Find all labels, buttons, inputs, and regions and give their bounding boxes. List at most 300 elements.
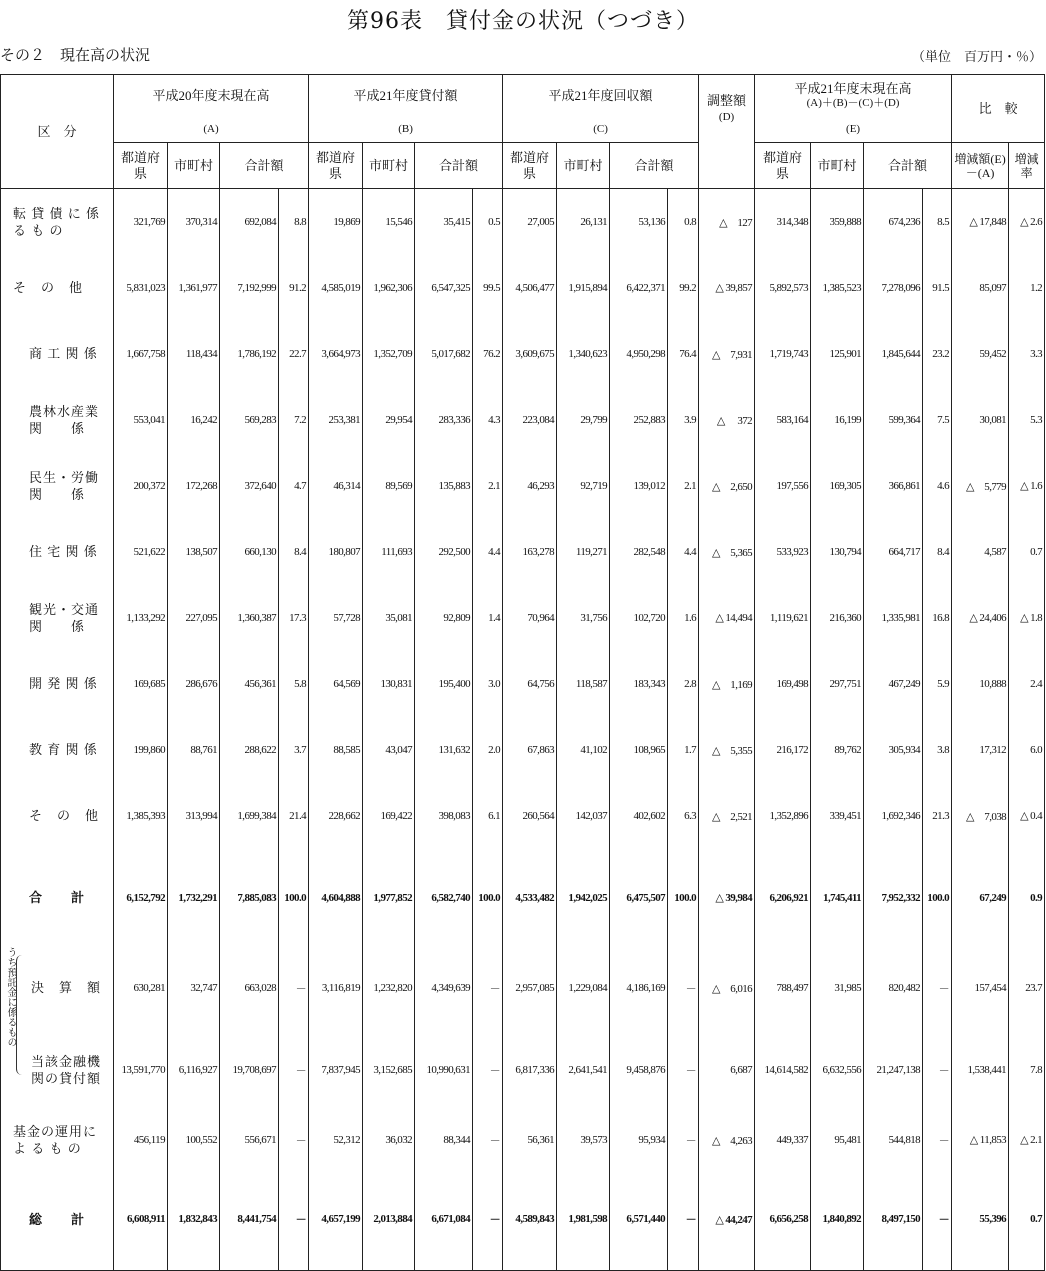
table-cell: 19,869: [309, 189, 363, 255]
table-cell: 16,199: [811, 387, 864, 453]
table-cell: 2,013,884: [363, 1169, 415, 1271]
table-cell: 4,587: [952, 519, 1009, 585]
table-cell: 8,497,150: [864, 1169, 923, 1271]
row-label: 総 計: [1, 1169, 114, 1271]
table-cell: 6,571,440: [610, 1169, 668, 1271]
table-cell: 1,133,292: [114, 585, 168, 651]
header-code-c: (C): [503, 117, 699, 143]
table-cell: 23.7: [1009, 947, 1045, 1029]
table-cell: 4.6: [923, 453, 952, 519]
table-cell: 788,497: [755, 947, 811, 1029]
table-cell: 43,047: [363, 717, 415, 783]
table-cell: 31,756: [557, 585, 610, 651]
table-cell: 6,817,336: [503, 1029, 557, 1111]
table-cell: －: [473, 1111, 503, 1169]
table-cell: 366,861: [864, 453, 923, 519]
table-cell: 663,028: [220, 947, 279, 1029]
table-cell: 14,614,582: [755, 1029, 811, 1111]
table-cell: －: [279, 1029, 309, 1111]
table-cell: 195,400: [415, 651, 473, 717]
table-cell: 7,885,083: [220, 849, 279, 947]
table-cell: －: [473, 1169, 503, 1271]
table-cell: 3.3: [1009, 321, 1045, 387]
table-cell: 1,732,291: [168, 849, 220, 947]
table-cell: 5,831,023: [114, 255, 168, 321]
table-cell: 556,671: [220, 1111, 279, 1169]
header-adjustment-code: (D): [718, 110, 735, 123]
table-cell: 157,454: [952, 947, 1009, 1029]
table-cell: 1,232,820: [363, 947, 415, 1029]
table-cell: －: [668, 1111, 699, 1169]
table-cell: △ 127: [699, 189, 755, 255]
table-cell: 820,482: [864, 947, 923, 1029]
table-cell: 4,585,019: [309, 255, 363, 321]
row-label: 農林水産業 関 係: [1, 387, 114, 453]
header-pref-b: 都道府県: [309, 143, 363, 189]
table-cell: 2.0: [473, 717, 503, 783]
table-cell: 314,348: [755, 189, 811, 255]
table-cell: 370,314: [168, 189, 220, 255]
header-balance-h21-formula: (A)＋(B)－(C)＋(D): [806, 97, 900, 110]
table-cell: 91.5: [923, 255, 952, 321]
table-cell: 100.0: [923, 849, 952, 947]
table-cell: 521,622: [114, 519, 168, 585]
header-code-a: (A): [114, 117, 309, 143]
table-cell: 85,097: [952, 255, 1009, 321]
table-cell: 0.9: [1009, 849, 1045, 947]
table-cell: 398,083: [415, 783, 473, 849]
table-cell: 359,888: [811, 189, 864, 255]
table-cell: 172,268: [168, 453, 220, 519]
table-cell: 31,985: [811, 947, 864, 1029]
table-cell: △ 0.4: [1009, 783, 1045, 849]
table-cell: △ 5,355: [699, 717, 755, 783]
table-cell: 297,751: [811, 651, 864, 717]
table-cell: 6,206,921: [755, 849, 811, 947]
table-cell: 8.5: [923, 189, 952, 255]
table-row: [1, 1111, 1045, 1169]
table-cell: 2.8: [668, 651, 699, 717]
table-cell: 88,344: [415, 1111, 473, 1169]
table-cell: 282,548: [610, 519, 668, 585]
table-cell: 125,901: [811, 321, 864, 387]
table-cell: 118,434: [168, 321, 220, 387]
table-cell: 7.5: [923, 387, 952, 453]
table-cell: 1,962,306: [363, 255, 415, 321]
table-cell: 1,840,892: [811, 1169, 864, 1271]
row-label: そ の 他: [1, 783, 114, 849]
table-cell: 6,475,507: [610, 849, 668, 947]
table-cell: 313,994: [168, 783, 220, 849]
header-pref-c: 都道府県: [503, 143, 557, 189]
table-cell: 6,671,084: [415, 1169, 473, 1271]
table-cell: 660,130: [220, 519, 279, 585]
table-cell: －: [279, 1111, 309, 1169]
table-cell: 4,506,477: [503, 255, 557, 321]
table-cell: 39,573: [557, 1111, 610, 1169]
table-row: [1, 849, 1045, 947]
table-cell: 9,458,876: [610, 1029, 668, 1111]
table-cell: 119,271: [557, 519, 610, 585]
table-cell: 7,192,999: [220, 255, 279, 321]
table-cell: △ 2.1: [1009, 1111, 1045, 1169]
table-cell: 8.4: [279, 519, 309, 585]
table-cell: 21,247,138: [864, 1029, 923, 1111]
table-cell: 64,756: [503, 651, 557, 717]
table-cell: 108,965: [610, 717, 668, 783]
table-cell: 6,687: [699, 1029, 755, 1111]
table-cell: 130,831: [363, 651, 415, 717]
table-cell: △ 7,931: [699, 321, 755, 387]
table-cell: 1,119,621: [755, 585, 811, 651]
table-cell: 4,657,199: [309, 1169, 363, 1271]
table-cell: 3.9: [668, 387, 699, 453]
table-cell: 4,950,298: [610, 321, 668, 387]
table-cell: 30,081: [952, 387, 1009, 453]
table-row: [1, 321, 1045, 387]
table-cell: 533,923: [755, 519, 811, 585]
table-body: [1, 189, 1045, 1271]
table-cell: △ 24,406: [952, 585, 1009, 651]
table-row: [1, 783, 1045, 849]
table-cell: 15,546: [363, 189, 415, 255]
table-cell: △ 39,984: [699, 849, 755, 947]
table-cell: 283,336: [415, 387, 473, 453]
header-code-b: (B): [309, 117, 503, 143]
table-row: [1, 717, 1045, 783]
table-cell: 4,533,482: [503, 849, 557, 947]
table-cell: 1.6: [668, 585, 699, 651]
table-cell: －: [923, 947, 952, 1029]
table-cell: 8.4: [923, 519, 952, 585]
table-row: [1, 453, 1045, 519]
table-cell: 89,569: [363, 453, 415, 519]
table-cell: 52,312: [309, 1111, 363, 1169]
table-cell: 180,807: [309, 519, 363, 585]
table-cell: 16.8: [923, 585, 952, 651]
table-cell: 169,305: [811, 453, 864, 519]
table-cell: 100,552: [168, 1111, 220, 1169]
table-cell: 4,604,888: [309, 849, 363, 947]
table-cell: 183,343: [610, 651, 668, 717]
table-cell: －: [473, 947, 503, 1029]
table-cell: 3,664,973: [309, 321, 363, 387]
table-cell: 10,990,631: [415, 1029, 473, 1111]
table-cell: 6,656,258: [755, 1169, 811, 1271]
table-cell: 95,934: [610, 1111, 668, 1169]
table-cell: 46,293: [503, 453, 557, 519]
table-cell: －: [923, 1029, 952, 1111]
table-cell: △ 372: [699, 387, 755, 453]
table-cell: 4,349,639: [415, 947, 473, 1029]
table-cell: 4.7: [279, 453, 309, 519]
table-cell: 17.3: [279, 585, 309, 651]
table-cell: 6,632,556: [811, 1029, 864, 1111]
header-kubun: 区 分: [1, 75, 114, 189]
header-muni-a: 市町村: [168, 143, 220, 189]
table-row: [1, 947, 1045, 1029]
header-muni-c: 市町村: [557, 143, 610, 189]
side-note-deposit: うち預託金に係るもの: [5, 947, 16, 1047]
table-cell: 339,451: [811, 783, 864, 849]
table-cell: △ 4,263: [699, 1111, 755, 1169]
table-cell: 59,452: [952, 321, 1009, 387]
header-balance-h20: 平成20年度末現在高: [114, 75, 309, 117]
table-cell: 1,915,894: [557, 255, 610, 321]
table-cell: 35,081: [363, 585, 415, 651]
table-cell: 227,095: [168, 585, 220, 651]
table-cell: 3.7: [279, 717, 309, 783]
table-cell: 169,498: [755, 651, 811, 717]
table-cell: △ 44,247: [699, 1169, 755, 1271]
table-cell: 53,136: [610, 189, 668, 255]
table-cell: 6.3: [668, 783, 699, 849]
table-cell: △ 5,365: [699, 519, 755, 585]
header-adjustment: [699, 75, 755, 143]
table-cell: 630,281: [114, 947, 168, 1029]
table-row: [1, 255, 1045, 321]
row-label: 転 貸 債 に 係 る も の: [1, 189, 114, 255]
table-cell: 2.1: [668, 453, 699, 519]
table-cell: 17,312: [952, 717, 1009, 783]
table-cell: 228,662: [309, 783, 363, 849]
table-cell: 599,364: [864, 387, 923, 453]
table-cell: 253,381: [309, 387, 363, 453]
table-cell: 131,632: [415, 717, 473, 783]
table-cell: 92,809: [415, 585, 473, 651]
table-cell: 56,361: [503, 1111, 557, 1169]
table-cell: 1,385,523: [811, 255, 864, 321]
table-cell: △ 14,494: [699, 585, 755, 651]
table-cell: 142,037: [557, 783, 610, 849]
table-cell: 8.8: [279, 189, 309, 255]
table-cell: 4.4: [668, 519, 699, 585]
table-cell: 1,942,025: [557, 849, 610, 947]
table-cell: 10,888: [952, 651, 1009, 717]
table-cell: －: [668, 1029, 699, 1111]
table-cell: △ 1.6: [1009, 453, 1045, 519]
table-cell: 4,589,843: [503, 1169, 557, 1271]
table-cell: 8,441,754: [220, 1169, 279, 1271]
table-cell: －: [279, 947, 309, 1029]
table-cell: －: [279, 1169, 309, 1271]
table-cell: 100.0: [279, 849, 309, 947]
table-cell: －: [668, 947, 699, 1029]
table-cell: 199,860: [114, 717, 168, 783]
table-cell: 6,152,792: [114, 849, 168, 947]
table-cell: 260,564: [503, 783, 557, 849]
table-cell: 5,017,682: [415, 321, 473, 387]
table-cell: 4.4: [473, 519, 503, 585]
table-cell: 118,587: [557, 651, 610, 717]
table-cell: 0.5: [473, 189, 503, 255]
table-cell: －: [668, 1169, 699, 1271]
table-row: [1, 1169, 1045, 1271]
header-muni-b: 市町村: [363, 143, 415, 189]
table-cell: 1,229,084: [557, 947, 610, 1029]
table-cell: 544,818: [864, 1111, 923, 1169]
table-row: [1, 387, 1045, 453]
table-cell: 0.7: [1009, 1169, 1045, 1271]
table-cell: 1,385,393: [114, 783, 168, 849]
table-cell: 88,585: [309, 717, 363, 783]
table-cell: 1.2: [1009, 255, 1045, 321]
table-cell: 70,964: [503, 585, 557, 651]
unit-note: （単位 百万円・％）: [911, 50, 1042, 65]
header-comparison: 比 較: [952, 75, 1045, 143]
table-cell: 3,609,675: [503, 321, 557, 387]
table-cell: 88,761: [168, 717, 220, 783]
table-cell: 1,692,346: [864, 783, 923, 849]
table-cell: 449,337: [755, 1111, 811, 1169]
header-change-amount: 増減額(E)－(A): [952, 143, 1009, 189]
table-cell: 216,172: [755, 717, 811, 783]
table-cell: 1,845,644: [864, 321, 923, 387]
table-cell: △ 5,779: [952, 453, 1009, 519]
table-cell: 1,340,623: [557, 321, 610, 387]
table-cell: －: [473, 1029, 503, 1111]
table-cell: 29,954: [363, 387, 415, 453]
table-cell: 467,249: [864, 651, 923, 717]
table-cell: 1,352,896: [755, 783, 811, 849]
header-pref-a: 都道府県: [114, 143, 168, 189]
table-cell: 5.8: [279, 651, 309, 717]
table-cell: 674,236: [864, 189, 923, 255]
table-cell: △ 6,016: [699, 947, 755, 1029]
table-cell: 41,102: [557, 717, 610, 783]
table-cell: 1,360,387: [220, 585, 279, 651]
page-title: 第96表 貸付金の状況（つづき）: [347, 9, 699, 34]
row-label: 開 発 関 係: [1, 651, 114, 717]
table-cell: 6.0: [1009, 717, 1045, 783]
table-cell: 23.2: [923, 321, 952, 387]
row-label: 民生・労働 関 係: [1, 453, 114, 519]
table-cell: △ 1,169: [699, 651, 755, 717]
table-cell: 1,699,384: [220, 783, 279, 849]
table-cell: 0.8: [668, 189, 699, 255]
row-label: 決 算 額: [1, 947, 114, 1029]
table-cell: 1,981,598: [557, 1169, 610, 1271]
table-cell: 67,863: [503, 717, 557, 783]
table-cell: 16,242: [168, 387, 220, 453]
table-cell: 6,608,911: [114, 1169, 168, 1271]
table-cell: 2,641,541: [557, 1029, 610, 1111]
table-cell: △ 2.6: [1009, 189, 1045, 255]
row-label: 観光・交通 関 係: [1, 585, 114, 651]
table-row: [1, 189, 1045, 255]
table-cell: 5.9: [923, 651, 952, 717]
table-cell: 92,719: [557, 453, 610, 519]
table-cell: 456,119: [114, 1111, 168, 1169]
table-cell: 1,335,981: [864, 585, 923, 651]
table-cell: 1,977,852: [363, 849, 415, 947]
table-cell: 3.8: [923, 717, 952, 783]
table-cell: 252,883: [610, 387, 668, 453]
header-total-a: 合計額: [220, 143, 309, 189]
table-cell: 2,957,085: [503, 947, 557, 1029]
table-cell: 456,361: [220, 651, 279, 717]
header-adjustment-label: 調整額: [707, 92, 747, 108]
table-cell: 6.1: [473, 783, 503, 849]
table-cell: 692,084: [220, 189, 279, 255]
table-cell: 102,720: [610, 585, 668, 651]
table-cell: 5.3: [1009, 387, 1045, 453]
table-cell: 89,762: [811, 717, 864, 783]
table-cell: △ 2,521: [699, 783, 755, 849]
table-cell: 4,186,169: [610, 947, 668, 1029]
header-total-e: 合計額: [864, 143, 952, 189]
header-balance-h21: [755, 75, 952, 117]
header-total-b: 合計額: [415, 143, 503, 189]
table-cell: 163,278: [503, 519, 557, 585]
table-cell: 4.3: [473, 387, 503, 453]
table-cell: 100.0: [473, 849, 503, 947]
table-cell: 6,116,927: [168, 1029, 220, 1111]
table-cell: 29,799: [557, 387, 610, 453]
table-row: [1, 651, 1045, 717]
table-cell: △ 11,853: [952, 1111, 1009, 1169]
table-cell: 46,314: [309, 453, 363, 519]
bracket-deposit: [16, 955, 23, 1075]
table-cell: 1,667,758: [114, 321, 168, 387]
table-subtitle: その２ 現在高の状況: [0, 46, 151, 64]
table-cell: 200,372: [114, 453, 168, 519]
header-loans-h21: 平成21年度貸付額: [309, 75, 503, 117]
table-row: [1, 1029, 1045, 1111]
table-cell: 13,591,770: [114, 1029, 168, 1111]
table-cell: 223,084: [503, 387, 557, 453]
table-cell: 21.3: [923, 783, 952, 849]
table-cell: 216,360: [811, 585, 864, 651]
table-row: [1, 585, 1045, 651]
header-collection-h21: 平成21年度回収額: [503, 75, 699, 117]
table-cell: 169,422: [363, 783, 415, 849]
table-cell: 111,693: [363, 519, 415, 585]
table-cell: △ 39,857: [699, 255, 755, 321]
table-cell: 7,837,945: [309, 1029, 363, 1111]
table-cell: 3.0: [473, 651, 503, 717]
table-cell: 402,602: [610, 783, 668, 849]
table-cell: 76.4: [668, 321, 699, 387]
row-label: 基金の運用に よ る も の: [1, 1111, 114, 1169]
table-cell: 2.4: [1009, 651, 1045, 717]
table-cell: △ 2,650: [699, 453, 755, 519]
table-cell: 569,283: [220, 387, 279, 453]
table-cell: 27,005: [503, 189, 557, 255]
header-muni-e: 市町村: [811, 143, 864, 189]
table-cell: 22.7: [279, 321, 309, 387]
table-cell: 26,131: [557, 189, 610, 255]
table-cell: 138,507: [168, 519, 220, 585]
table-cell: 1,361,977: [168, 255, 220, 321]
table-cell: 372,640: [220, 453, 279, 519]
table-cell: 0.7: [1009, 519, 1045, 585]
table-cell: 1,538,441: [952, 1029, 1009, 1111]
table-cell: 1,745,411: [811, 849, 864, 947]
table-cell: 35,415: [415, 189, 473, 255]
header-balance-h21-label: 平成21年度末現在高: [794, 81, 912, 97]
header-pref-e: 都道府県: [755, 143, 811, 189]
table-cell: 130,794: [811, 519, 864, 585]
table-cell: 7,278,096: [864, 255, 923, 321]
table-cell: 7.8: [1009, 1029, 1045, 1111]
table-row: [1, 519, 1045, 585]
table-cell: 1,832,843: [168, 1169, 220, 1271]
table-cell: 553,041: [114, 387, 168, 453]
table-cell: 2.1: [473, 453, 503, 519]
table-cell: △ 7,038: [952, 783, 1009, 849]
table-cell: 3,152,685: [363, 1029, 415, 1111]
